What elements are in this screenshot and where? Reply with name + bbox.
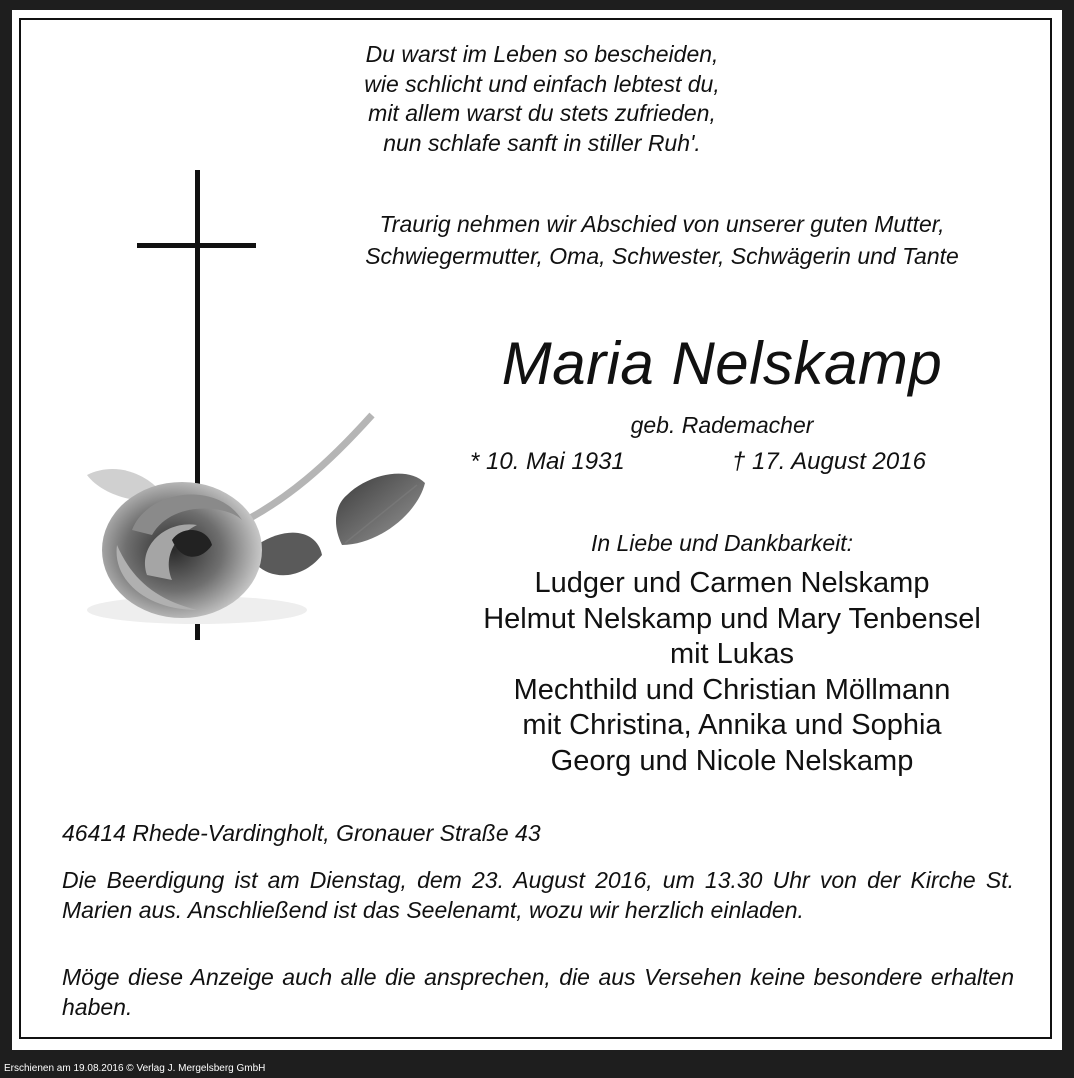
mourner-line: mit Christina, Annika und Sophia xyxy=(522,709,942,741)
poem-line: Du warst im Leben so bescheiden, xyxy=(365,41,719,67)
obituary-card xyxy=(12,10,1062,1050)
mourners-list xyxy=(402,566,1062,779)
mourner-line: Mechthild und Christian Möllmann xyxy=(513,673,951,706)
mourners-heading: In Liebe und Dankbarkeit: xyxy=(590,530,854,556)
mourner-line: Helmut Nelskamp und Mary Tenbensel xyxy=(483,602,981,635)
birth-date: * 10. Mai 1931 xyxy=(470,448,625,475)
intro-line: Schwiegermutter, Oma, Schwester, Schwägerin und Tante xyxy=(365,243,959,269)
poem-line: mit allem warst du stets zufrieden, xyxy=(368,100,716,126)
deceased-name: Maria Nelskamp xyxy=(501,330,943,397)
request-note: Möge diese Anzeige auch alle die ansprechen, die aus Versehen keine besondere erhalten haben. xyxy=(62,964,1014,1020)
poem-line: wie schlicht und einfach lebtest du, xyxy=(364,70,720,97)
intro-text xyxy=(302,208,1022,272)
intro-line: Traurig nehmen wir Abschied von unserer guten Mutter, xyxy=(379,211,945,237)
death-date: † 17. August 2016 xyxy=(732,448,926,475)
maiden-name: geb. Rademacher xyxy=(630,412,814,438)
funeral-info: Die Beerdigung ist am Dienstag, dem 23. August 2016, um 13.30 Uhr von der Kirche St. Marien aus. Anschließend ist das Seelenamt, wozu wir herzlich einladen. xyxy=(62,867,1014,923)
mourner-line: mit Lukas xyxy=(669,638,795,670)
poem-line: nun schlafe sanft in stiller Ruh'. xyxy=(383,129,701,156)
address: 46414 Rhede-Vardingholt, Gronauer Straße 43 xyxy=(62,820,541,846)
mourner-line: Ludger und Carmen Nelskamp xyxy=(534,567,930,599)
publication-footer: Erschienen am 19.08.2016 © Verlag J. Mergelsberg GmbH xyxy=(4,1063,266,1074)
poem xyxy=(262,40,822,158)
mourner-line: Georg und Nicole Nelskamp xyxy=(550,744,914,777)
rose-image xyxy=(77,405,437,635)
